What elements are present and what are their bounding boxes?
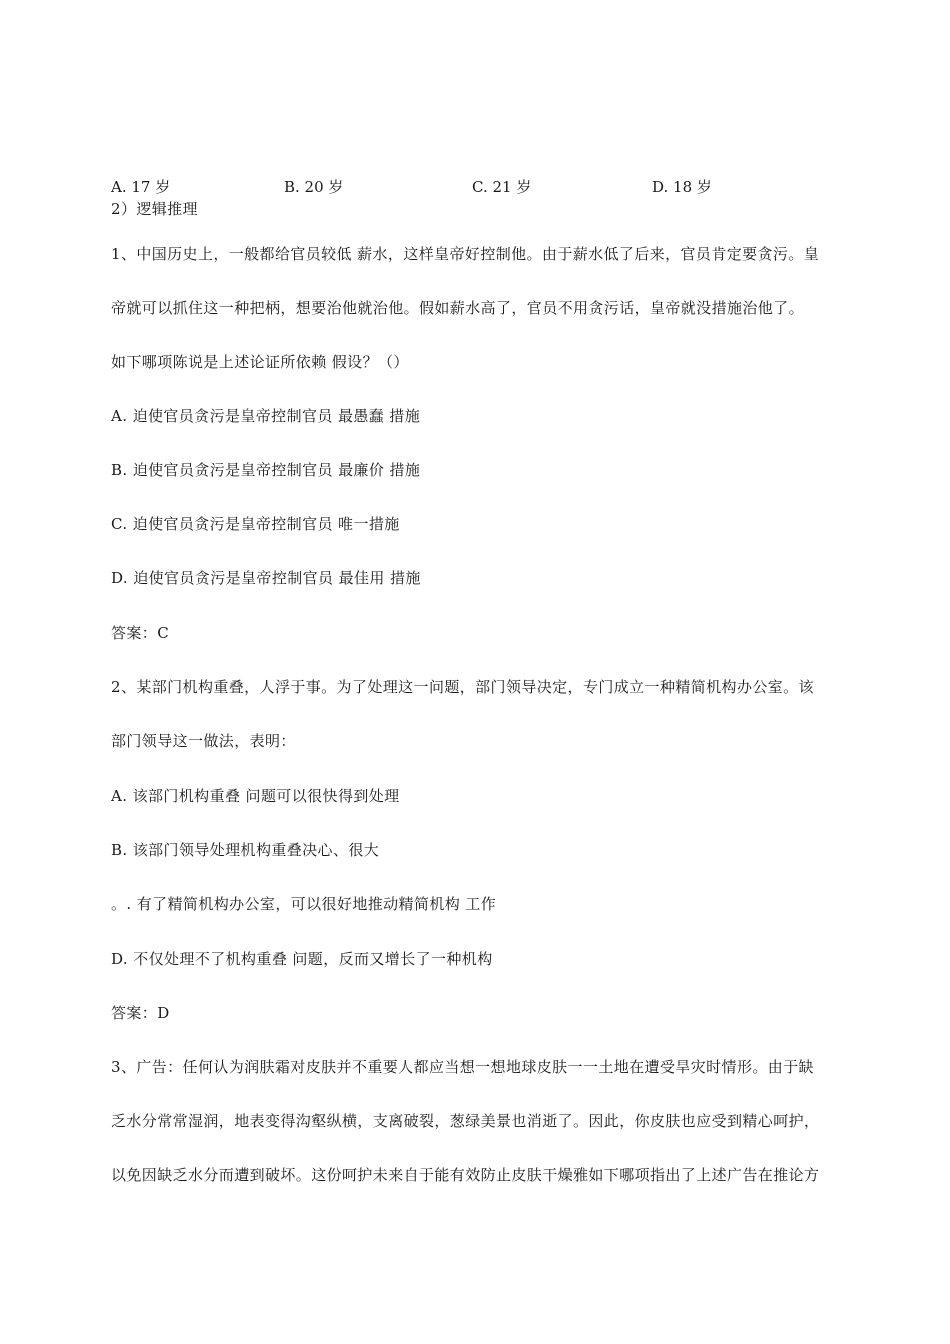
q3-text-line-1: 3、广告：任何认为润肤霜对皮肤并不重要人都应当想一想地球皮肤一一土地在遭受旱灾时情形。由于缺: [111, 1058, 814, 1076]
q2-text-line-2: 部门领导这一做法，表明：: [111, 732, 296, 750]
q1-text-line-2: 帝就可以抓住这一种把柄，想要治他就治他。假如薪水高了，官员不用贪污话，皇帝就没措施治他了。: [111, 299, 805, 317]
q2-option-c: 。. 有了精简机构办公室，可以很好地推动精简机构 工作: [111, 895, 497, 913]
q1-answer: 答案：C: [111, 624, 170, 642]
q2-option-b: B. 该部门领导处理机构重叠决心、很大: [111, 841, 380, 859]
q2-answer: 答案：D: [111, 1004, 170, 1022]
q1-option-b: B. 迫使官员贪污是皇帝控制官员 最廉价 措施: [111, 461, 421, 479]
q3-text-line-3: 以免因缺乏水分而遭到破坏。这份呵护未来自于能有效防止皮肤干燥雅如下哪项指出了上述广告在推论方: [111, 1166, 820, 1184]
section-title: 2）逻辑推理: [111, 200, 198, 218]
age-option-c: C. 21 岁: [472, 178, 532, 196]
q2-text-line-1: 2、某部门机构重叠，人浮于事。为了处理这一问题，部门领导决定，专门成立一种精简机构办公室。该: [111, 678, 814, 696]
q1-option-a: A. 迫使官员贪污是皇帝控制官员 最愚蠢 措施: [111, 407, 421, 425]
age-option-a: A. 17 岁: [111, 178, 171, 196]
age-option-d: D. 18 岁: [652, 178, 712, 196]
q2-option-a: A. 该部门机构重叠 问题可以很快得到处理: [111, 787, 400, 805]
age-option-b: B. 20 岁: [284, 178, 344, 196]
q1-option-d: D. 迫使官员贪污是皇帝控制官员 最佳用 措施: [111, 569, 421, 587]
q1-prompt: 如下哪项陈说是上述论证所依赖 假设？（）: [111, 353, 409, 371]
q3-text-line-2: 乏水分常常湿润，地表变得沟壑纵横，支离破裂，葱绿美景也消逝了。因此，你皮肤也应受到精心呵护，: [111, 1112, 820, 1130]
q2-option-d: D. 不仅处理不了机构重叠 问题，反而又增长了一种机构: [111, 950, 493, 968]
q1-text-line-1: 1、中国历史上，一般都给官员较低 薪水，这样皇帝好控制他。由于薪水低了后来，官员肯定要贪污。皇: [111, 245, 820, 263]
q1-option-c: C. 迫使官员贪污是皇帝控制官员 唯一措施: [111, 515, 400, 533]
